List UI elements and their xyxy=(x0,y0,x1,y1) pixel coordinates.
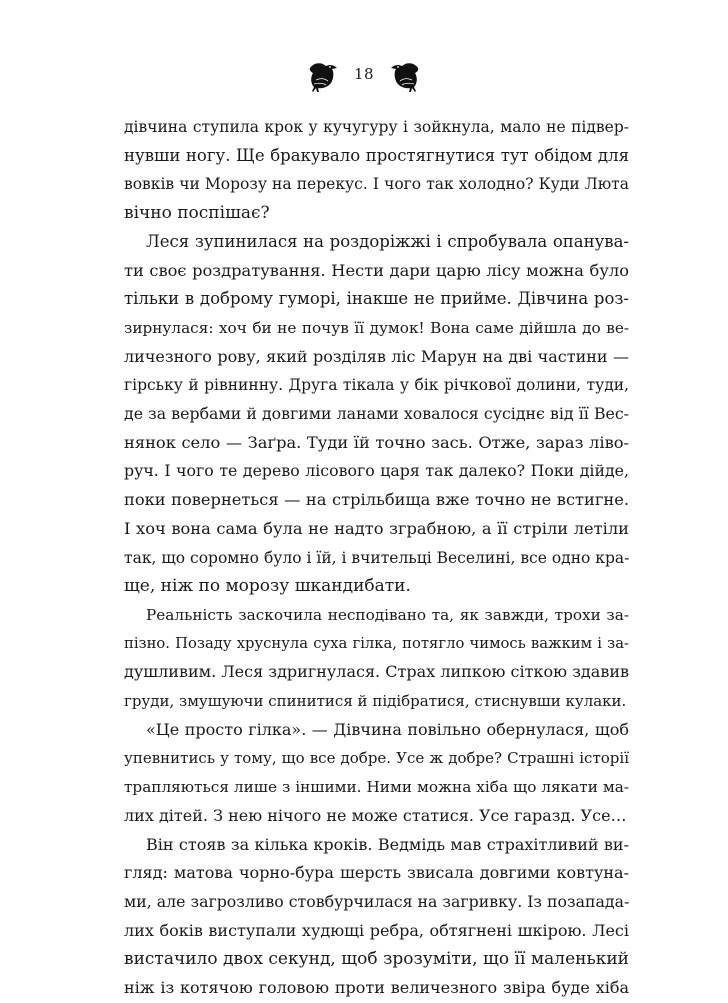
body-text xyxy=(124,113,629,1003)
text-line: І хоч вона сама була не надто зграбною, а її стріли летіли xyxy=(124,518,629,538)
text-line: гірську й рівнинну. Друга тікала у бік річкової долини, туди, xyxy=(124,376,629,395)
text-line: Леся зупинилася на роздоріжжі і спробувала опанува- xyxy=(146,231,629,251)
text-line: де за вербами й довгими ланами ховалося сусіднє від її Вес- xyxy=(124,404,629,424)
text-line: так, що соромно було і їй, і вчительці Веселині, все одно кра- xyxy=(124,548,629,567)
text-line: груди, змушуючи спинитися й підібратися, стиснувши кулаки. xyxy=(124,692,627,711)
crow-icon xyxy=(304,56,344,96)
text-line: поки повернеться — на стрільбища вже точно не встигне. xyxy=(124,490,629,510)
text-line: Реальність заскочила несподівано та, як завжди, трохи за- xyxy=(146,605,629,624)
text-line: личезного рову, який розділяв ліс Марун на дві частини — xyxy=(124,346,629,366)
text-line: вистачило двох секунд, щоб зрозуміти, що її маленький xyxy=(124,949,629,970)
text-line: нянок село — Заґра. Туди їй точно зась. Отже, зараз ліво- xyxy=(124,432,629,452)
text-line: вовків чи Морозу на перекус. І чого так холодно? Куди Люта xyxy=(124,175,629,194)
text-line: ще, ніж по морозу шкандибати. xyxy=(124,576,411,597)
text-line: нувши ногу. Ще бракувало простягнутися тут обідом для xyxy=(124,145,629,165)
text-line: тільки в доброму гуморі, інакше не прийме. Дівчина роз- xyxy=(124,289,629,309)
text-line: руч. І чого те дерево лісового царя так далеко? Поки дійде, xyxy=(124,461,629,481)
text-line: душливим. Леся здригнулася. Страх липкою сіткою здавив xyxy=(124,662,629,682)
text-line: гляд: матова чорно-бура шерсть звисала довгими ковтуна- xyxy=(124,863,629,883)
text-line: лих дітей. З нею нічого не може статися. Усе гаразд. Усе… xyxy=(124,805,627,825)
crow-icon xyxy=(384,56,424,96)
text-line: лих боків виступали худющі ребра, обтягнені шкірою. Лесі xyxy=(124,920,629,940)
text-line: дівчина ступила крок у кучугуру і зойкнула, мало не підвер- xyxy=(124,118,629,136)
text-line: вічно поспішає? xyxy=(124,203,270,224)
text-line: ми, але загрозливо стовбурчилася на загривку. Із позапада- xyxy=(124,891,629,911)
text-line: трапляються лише з іншими. Ними можна хіба що лякати ма- xyxy=(124,778,629,797)
text-line: зирнулася: хоч би не почув її думок! Вона саме дійшла до ве- xyxy=(124,318,629,337)
text-line: «Це просто гілка». — Дівчина повільно обернулася, щоб xyxy=(146,719,629,739)
text-line: ніж із котячою головою проти величезного звіра буде хіба xyxy=(124,978,629,998)
text-line: пізно. Позаду хруснула суха гілка, потягло чимось важким і за- xyxy=(124,634,629,652)
text-line: ти своє роздратування. Нести дари царю лісу можна було xyxy=(124,260,629,280)
text-line: упевнитись у тому, що все добре. Усе ж добре? Страшні історії xyxy=(124,749,629,768)
page-header xyxy=(0,52,728,100)
text-line: Він стояв за кілька кроків. Ведмідь мав страхітливий ви- xyxy=(146,834,629,854)
page-number: 18 xyxy=(353,65,375,83)
